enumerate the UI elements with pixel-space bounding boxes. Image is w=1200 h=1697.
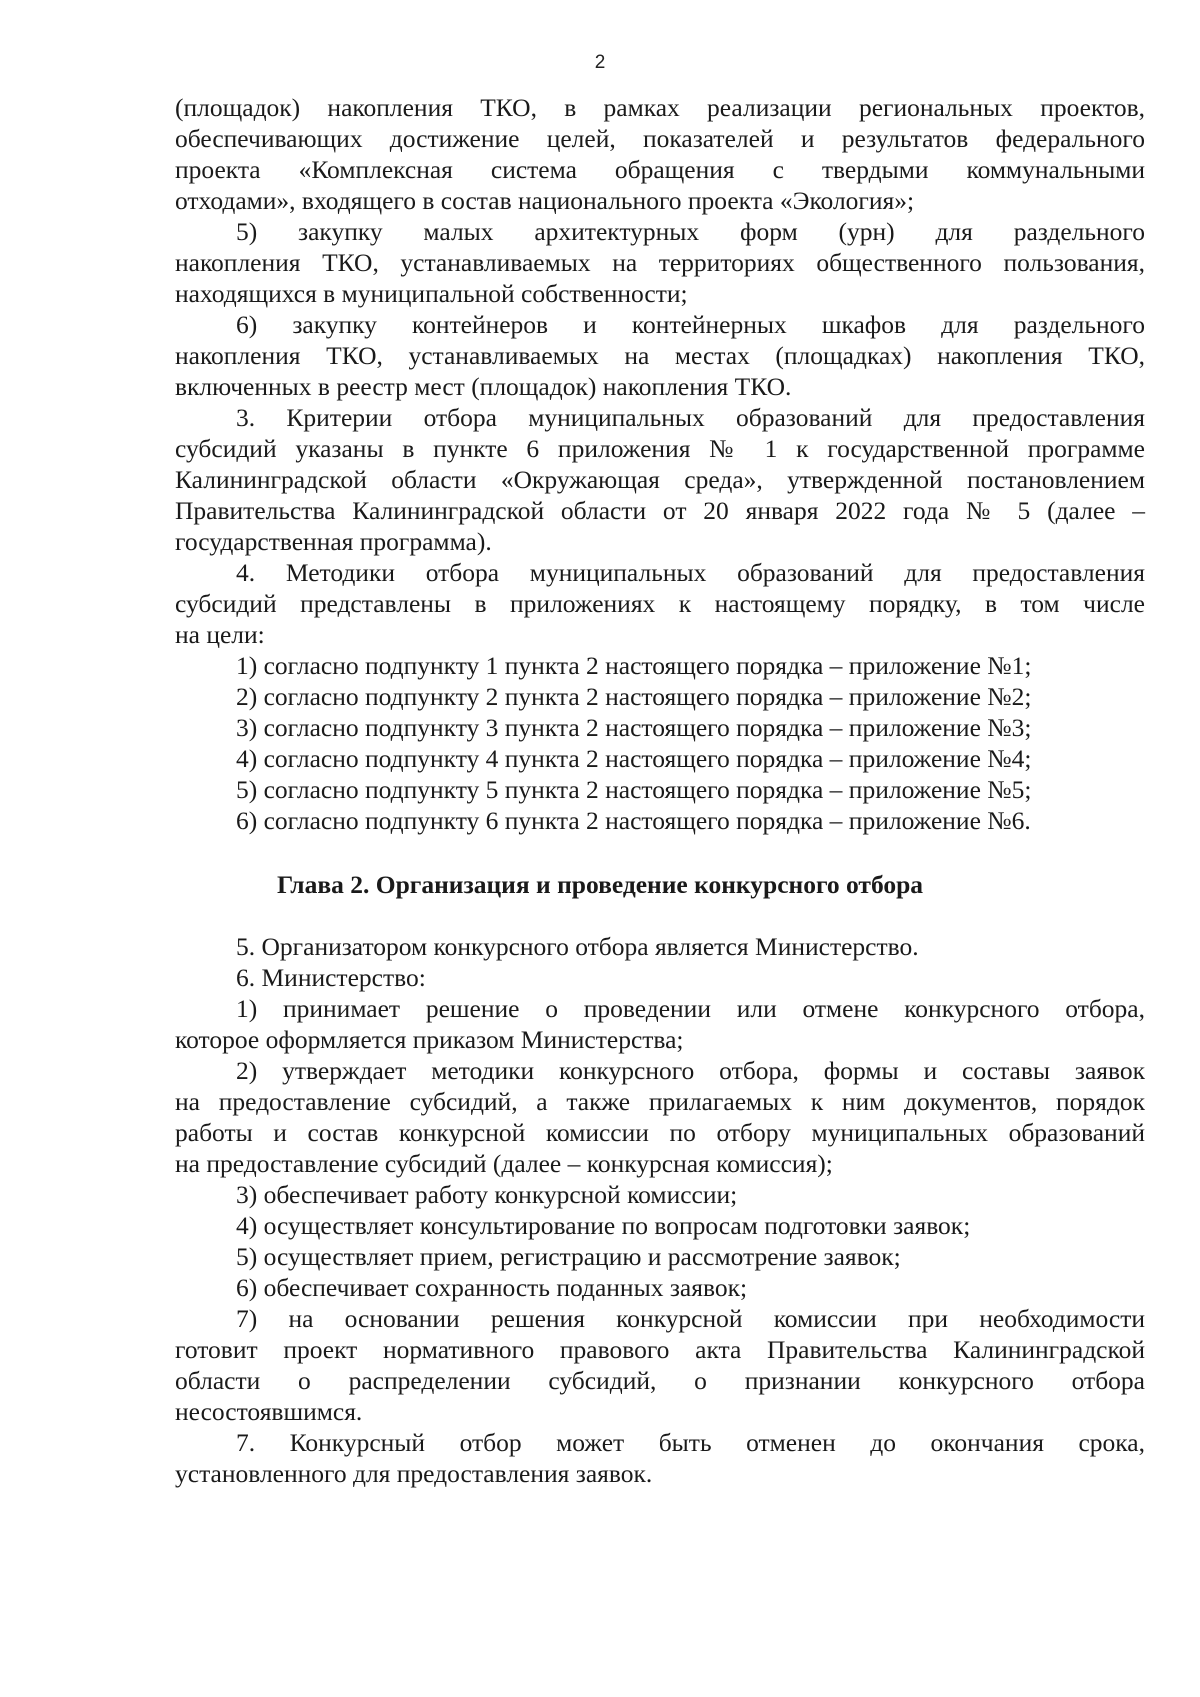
- list-item-lead: 2) утверждает методики конкурсного отбора, формы и составы заявок: [236, 1056, 1145, 1085]
- paragraph-lead: 5. Организатором конкурсного отбора является Министерство.: [236, 932, 919, 961]
- list-item: 3) согласно подпункту 3 пункта 2 настоящего порядка – приложение №3;: [236, 713, 1032, 742]
- text-line: субсидий представлены в приложениях к настоящему порядку, в том числе: [175, 589, 1145, 618]
- text-line: несостоявшимся.: [175, 1397, 363, 1426]
- text-line: субсидий указаны в пункте 6 приложения № 1 к государственной программе: [175, 434, 1145, 463]
- paragraph-lead: 4. Методики отбора муниципальных образований для предоставления: [236, 558, 1145, 587]
- list-item-lead: 1) принимает решение о проведении или отмене конкурсного отбора,: [236, 994, 1145, 1023]
- list-item: 1) согласно подпункту 1 пункта 2 настоящего порядка – приложение №1;: [236, 651, 1032, 680]
- list-item-lead: 6) закупку контейнеров и контейнерных шкафов для раздельного: [236, 310, 1145, 339]
- text-line: Правительства Калининградской области от 20 января 2022 года № 5 (далее –: [175, 496, 1145, 525]
- text-line: (площадок) накопления ТКО, в рамках реализации региональных проектов,: [175, 93, 1145, 122]
- text-line: накопления ТКО, устанавливаемых на местах (площадках) накопления ТКО,: [175, 341, 1145, 370]
- text-line: работы и состав конкурсной комиссии по отбору муниципальных образований: [175, 1118, 1145, 1147]
- list-item: 5) осуществляет прием, регистрацию и рассмотрение заявок;: [236, 1242, 901, 1271]
- text-line: проекта «Комплексная система обращения с твердыми коммунальными: [175, 155, 1145, 184]
- list-item-lead: 7) на основании решения конкурсной комиссии при необходимости: [236, 1304, 1145, 1333]
- list-item: 4) осуществляет консультирование по вопросам подготовки заявок;: [236, 1211, 971, 1240]
- paragraph-lead: 7. Конкурсный отбор может быть отменен до окончания срока,: [236, 1428, 1145, 1457]
- paragraph-lead: 6. Министерство:: [236, 963, 426, 992]
- list-item: 3) обеспечивает работу конкурсной комиссии;: [236, 1180, 738, 1209]
- text-line: на предоставление субсидий, а также прилагаемых к ним документов, порядок: [175, 1087, 1145, 1116]
- text-line: на предоставление субсидий (далее – конкурсная комиссия);: [175, 1149, 833, 1178]
- list-item: 6) согласно подпункту 6 пункта 2 настоящего порядка – приложение №6.: [236, 806, 1031, 835]
- list-item: 5) согласно подпункту 5 пункта 2 настоящего порядка – приложение №5;: [236, 775, 1032, 804]
- text-line: готовит проект нормативного правового акта Правительства Калининградской: [175, 1335, 1145, 1364]
- page-number: 2: [594, 52, 606, 73]
- chapter-heading: Глава 2. Организация и проведение конкурсного отбора: [276, 870, 924, 899]
- list-item: 4) согласно подпункту 4 пункта 2 настоящего порядка – приложение №4;: [236, 744, 1032, 773]
- list-item: 2) согласно подпункту 2 пункта 2 настоящего порядка – приложение №2;: [236, 682, 1032, 711]
- text-line: которое оформляется приказом Министерства;: [175, 1025, 684, 1054]
- text-line: накопления ТКО, устанавливаемых на территориях общественного пользования,: [175, 248, 1145, 277]
- text-line: обеспечивающих достижение целей, показателей и результатов федерального: [175, 124, 1145, 153]
- text-line: Калининградской области «Окружающая среда», утвержденной постановлением: [175, 465, 1145, 494]
- text-line: отходами», входящего в состав национального проекта «Экология»;: [175, 186, 915, 215]
- text-line: области о распределении субсидий, о признании конкурсного отбора: [175, 1366, 1145, 1395]
- paragraph-lead: 3. Критерии отбора муниципальных образований для предоставления: [236, 403, 1145, 432]
- text-line: государственная программа).: [175, 527, 492, 556]
- list-item: 6) обеспечивает сохранность поданных заявок;: [236, 1273, 748, 1302]
- text-line: находящихся в муниципальной собственности;: [175, 279, 688, 308]
- text-line: на цели:: [175, 620, 265, 649]
- list-item-lead: 5) закупку малых архитектурных форм (урн) для раздельного: [236, 217, 1145, 246]
- text-line: установленного для предоставления заявок.: [175, 1459, 653, 1488]
- text-line: включенных в реестр мест (площадок) накопления ТКО.: [175, 372, 792, 401]
